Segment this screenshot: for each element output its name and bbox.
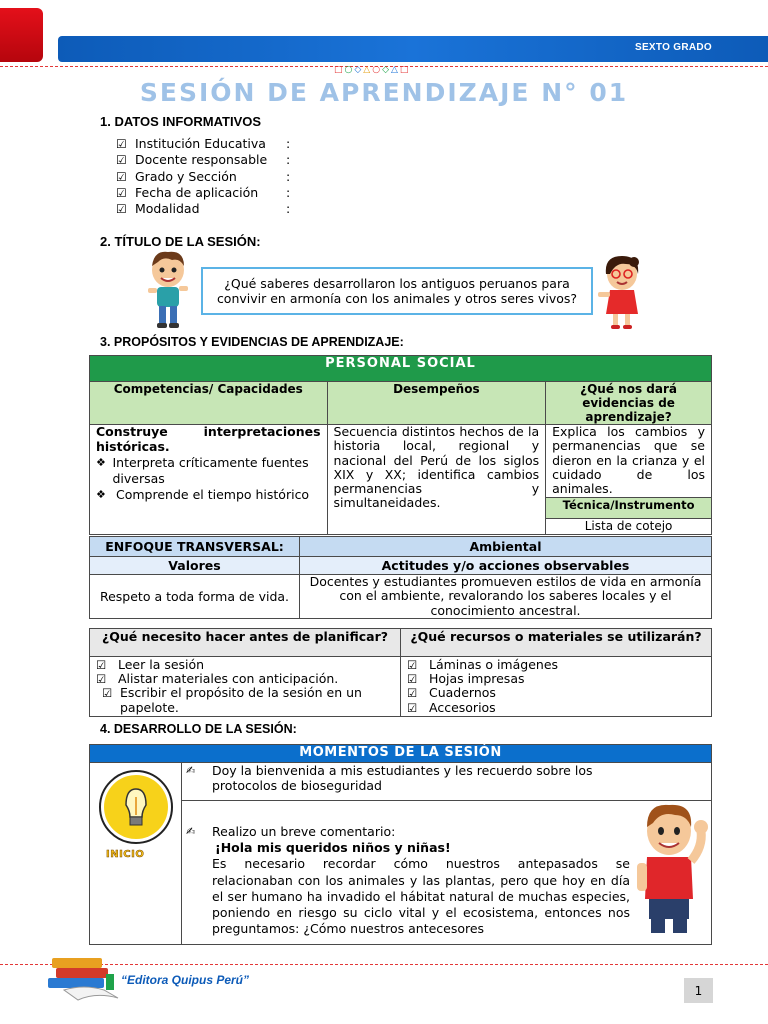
- momento-row: ✍ Doy la bienvenida a mis estudiantes y les recuerdo sobre los protocolos de bioseguridad: [182, 763, 712, 801]
- valor-cell: Respeto a toda forma de vida.: [90, 575, 300, 619]
- list-item: ☑ Cuadernos: [407, 685, 496, 701]
- momentos-header: MOMENTOS DE LA SESIÓN: [90, 745, 712, 763]
- list-item: ☑ Hojas impresas: [407, 671, 525, 687]
- lightbulb-icon: [96, 769, 176, 855]
- checkbox-icon: ☑: [102, 686, 113, 701]
- section-datos-heading: 1. DATOS INFORMATIVOS: [100, 114, 262, 129]
- info-list: [116, 136, 290, 217]
- momentos-table: [89, 744, 712, 945]
- recursos-list: [401, 657, 712, 717]
- tecnica-value: Lista de cotejo: [546, 518, 712, 534]
- actitud-cell: Docentes y estudiantes promueven estilos de vida en armonía con el ambiente, revalorando los saberes locales y el conocimiento ancestral.: [300, 575, 712, 619]
- col-competencias: Competencias/ Capacidades: [90, 382, 328, 425]
- area-header: PERSONAL SOCIAL: [90, 356, 712, 382]
- list-item: ☑ Láminas o imágenes: [407, 657, 559, 672]
- page-number: 1: [684, 978, 713, 1003]
- header-red-block: [0, 8, 43, 62]
- checkbox-icon: ☑: [407, 700, 418, 715]
- recursos-question: ¿Qué recursos o materiales se utilizarán?: [401, 629, 712, 657]
- planificar-question: ¿Qué necesito hacer antes de planificar?: [90, 629, 401, 657]
- page-title: SESIÓN DE APRENDIZAJE N° 01: [139, 78, 629, 107]
- col-evidencias: ¿Qué nos dará evidencias de aprendizaje?: [546, 382, 712, 425]
- enfoque-label: ENFOQUE TRANSVERSAL:: [90, 537, 300, 557]
- info-row: ☑ Modalidad :: [116, 201, 291, 217]
- waving-boy-icon: [631, 797, 711, 937]
- valores-label: Valores: [90, 557, 300, 575]
- capacidad-item: ❖ Interpreta críticamente fuentes diversas: [96, 455, 309, 486]
- checkbox-icon: ☑: [96, 672, 107, 687]
- checkbox-icon: ☑: [116, 185, 127, 200]
- section-titulo-heading: 2. TÍTULO DE LA SESIÓN:: [100, 234, 261, 249]
- inicio-cell: [90, 763, 182, 945]
- list-item: ☑ Escribir el propósito de la sesión en un papelote.: [96, 686, 394, 714]
- competencia-title: Construye interpretaciones históricas.: [96, 424, 321, 454]
- competencias-cell: [90, 425, 328, 535]
- grade-label: SEXTO GRADO: [634, 42, 712, 53]
- decorative-shapes-icon: □○◇△○◇△□: [334, 65, 410, 75]
- info-row: ☑ Grado y Sección :: [116, 168, 291, 184]
- diamond-bullet-icon: ❖: [96, 488, 106, 501]
- boy-cartoon-icon: [144, 248, 192, 330]
- planificar-list: [90, 657, 401, 717]
- pencil-icon: ✍: [186, 825, 196, 838]
- enfoque-table: [89, 536, 712, 619]
- tecnica-label: Técnica/Instrumento: [546, 498, 712, 518]
- section-propositos-heading: 3. PROPÓSITOS Y EVIDENCIAS DE APRENDIZAJE:: [100, 335, 404, 349]
- actitudes-label: Actitudes y/o acciones observables: [300, 557, 712, 575]
- propositos-table: [89, 355, 712, 535]
- momento-paragraph: Es necesario recordar cómo nuestros antepasados se relacionaban con los animales y las plantas, pero que hoy en día el ser humano ha invadido el hábitat natural de muchas especies, poniendo en riesgo su ciclo vital y el ecosistema, entonces nos preguntamos: ¿Cómo nuestros antecesores: [212, 856, 630, 937]
- momento-row: ✍ Realizo un breve comentario: ¡Hola mis queridos niños y niñas! Es necesario recordar cómo nuestros antepasados se relacionaban con los animales y las plantas, pero que hoy en día el ser humano ha invadido el hábitat natural de muchas especies, poniendo en riesgo su ciclo vital y el ecosistema, entonces nos preguntamos: ¿Cómo nuestros antecesores: [182, 801, 712, 945]
- pencil-icon: ✍: [186, 764, 196, 777]
- enfoque-value: Ambiental: [300, 537, 712, 557]
- info-row: ☑ Docente responsable :: [116, 152, 291, 168]
- info-row: ☑ Institución Educativa :: [116, 136, 291, 151]
- checkbox-icon: ☑: [407, 658, 418, 672]
- evidencia-cell: Explica los cambios y permanencias que se dieron en la crianza y el cuidado de los animales.: [546, 425, 712, 498]
- books-icon: [44, 952, 122, 1004]
- checkbox-icon: ☑: [407, 686, 418, 701]
- diamond-bullet-icon: ❖: [96, 456, 106, 469]
- session-title-box: ¿Qué saberes desarrollaron los antiguos peruanos para convivir en armonía con los animales y otros seres vivos?: [201, 267, 593, 315]
- girl-cartoon-icon: [596, 252, 642, 330]
- checkbox-icon: ☑: [116, 153, 127, 168]
- editora-label: “Editora Quipus Perú”: [121, 973, 250, 987]
- list-item: ☑ Leer la sesión: [96, 657, 205, 672]
- list-item: ☑ Accesorios: [407, 699, 496, 715]
- section-desarrollo-heading: 4. DESARROLLO DE LA SESIÓN:: [100, 722, 297, 736]
- info-row: ☑ Fecha de aplicación :: [116, 184, 291, 200]
- inicio-label: INICIO: [106, 849, 145, 860]
- capacidad-item: ❖ Comprende el tiempo histórico: [96, 487, 310, 502]
- desempeno-cell: Secuencia distintos hechos de la historia local, regional y nacional del Perú de los siglos XIX y XX; identifica cambios permanencias y simultaneidades.: [327, 425, 546, 535]
- checkbox-icon: ☑: [407, 672, 418, 687]
- planificar-table: [89, 628, 712, 717]
- greeting-text: ¡Hola mis queridos niños y niñas!: [215, 840, 451, 856]
- checkbox-icon: ☑: [116, 169, 127, 184]
- col-desempenos: Desempeños: [327, 382, 546, 425]
- checkbox-icon: ☑: [116, 202, 127, 217]
- checkbox-icon: ☑: [96, 658, 107, 672]
- checkbox-icon: ☑: [116, 137, 127, 151]
- list-item: ☑ Alistar materiales con anticipación.: [96, 671, 339, 687]
